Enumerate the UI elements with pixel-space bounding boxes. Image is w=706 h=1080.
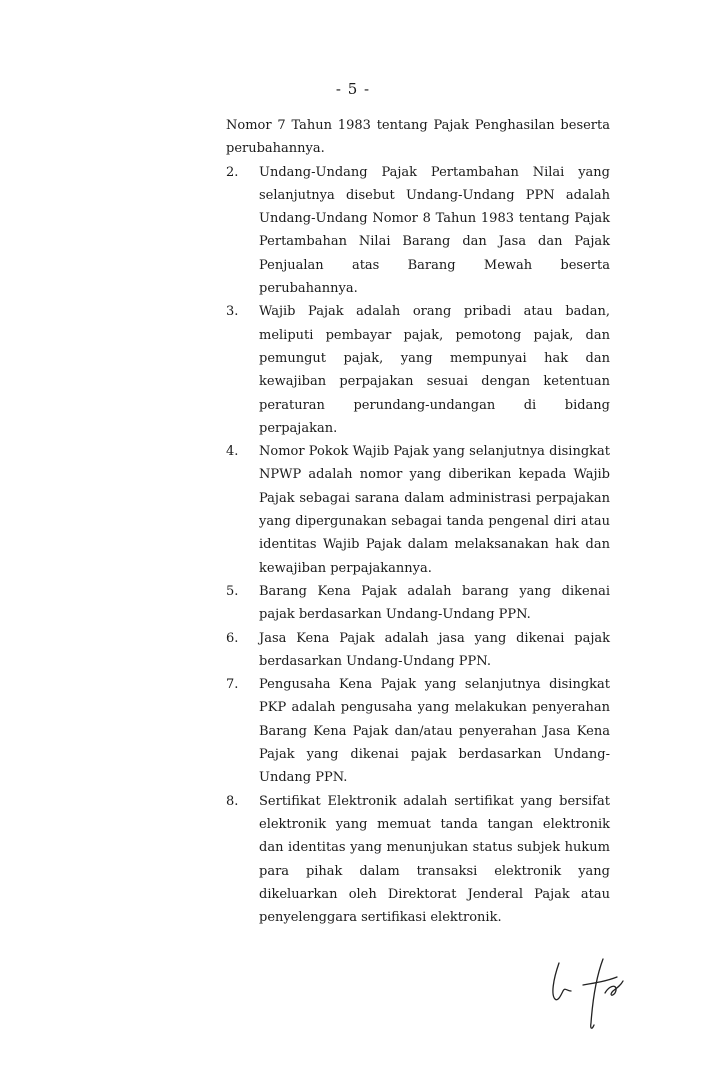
list-item	[226, 627, 610, 674]
item-text: Undang-Undang Pajak Pertambahan Nilai yang selanjutnya disebut Undang-Undang PPN adalah Undang-Undang Nomor 8 Tahun 1983 tentang Pajak Pertambahan Nilai Barang dan Jasa dan Pajak Penjualan atas Barang Mewah beserta perubahannya.	[259, 164, 610, 297]
signature-stroke-2	[591, 959, 603, 1028]
item-number: 2.	[226, 164, 239, 180]
item-text: Sertifikat Elektronik adalah sertifikat yang bersifat elektronik yang memuat tanda tangan elektronik dan identitas yang menunjukan status subjek hukum para pihak dalam transaksi elektronik yang dikeluarkan oleh Direktorat Jenderal Pajak atau penyelenggara sertifikasi elektronik.	[259, 793, 610, 926]
list-item	[226, 790, 610, 930]
list-item	[226, 580, 610, 627]
list-item	[226, 673, 610, 789]
list-item	[226, 300, 610, 440]
continuation-paragraph: Nomor 7 Tahun 1983 tentang Pajak Penghasilan beserta perubahannya.	[226, 118, 610, 157]
item-number: 6.	[226, 630, 239, 646]
definitions-list	[226, 114, 610, 929]
item-text: Pengusaha Kena Pajak yang selanjutnya disingkat PKP adalah pengusaha yang melakukan penyerahan Barang Kena Pajak dan/atau penyerahan Jasa Kena Pajak yang dikenai pajak berdasarkan Undang-Undang PPN.	[259, 677, 610, 786]
initials-signature	[545, 955, 635, 1035]
signature-stroke-4	[605, 981, 623, 995]
item-number: 4.	[226, 444, 239, 460]
item-text: Barang Kena Pajak adalah barang yang dikenai pajak berdasarkan Undang-Undang PPN.	[259, 583, 610, 623]
item-text: Jasa Kena Pajak adalah jasa yang dikenai pajak berdasarkan Undang-Undang PPN.	[259, 630, 610, 669]
item-text: Wajib Pajak adalah orang pribadi atau badan, meliputi pembayar pajak, pemotong pajak, dan pemungut pajak, yang mempunyai hak dan kewajiban perpajakan sesuai dengan ketentuan peraturan perundang-undangan di bidang perpajakan.	[259, 304, 610, 436]
item-number: 3.	[226, 304, 239, 320]
list-item	[226, 440, 610, 580]
signature-stroke-1	[553, 963, 571, 1000]
list-item	[226, 161, 610, 301]
item-number: 5.	[226, 583, 239, 599]
page-number: - 5 -	[335, 80, 371, 98]
item-number: 8.	[226, 793, 239, 809]
item-number: 7.	[226, 677, 239, 693]
item-text: Nomor Pokok Wajib Pajak yang selanjutnya disingkat NPWP adalah nomor yang diberikan kepada Wajib Pajak sebagai sarana dalam administrasi perpajakan yang dipergunakan sebagai tanda pengenal diri atau identitas Wajib Pajak dalam melaksanakan hak dan kewajiban perpajakannya.	[259, 444, 610, 576]
signature-stroke-3	[583, 977, 617, 985]
